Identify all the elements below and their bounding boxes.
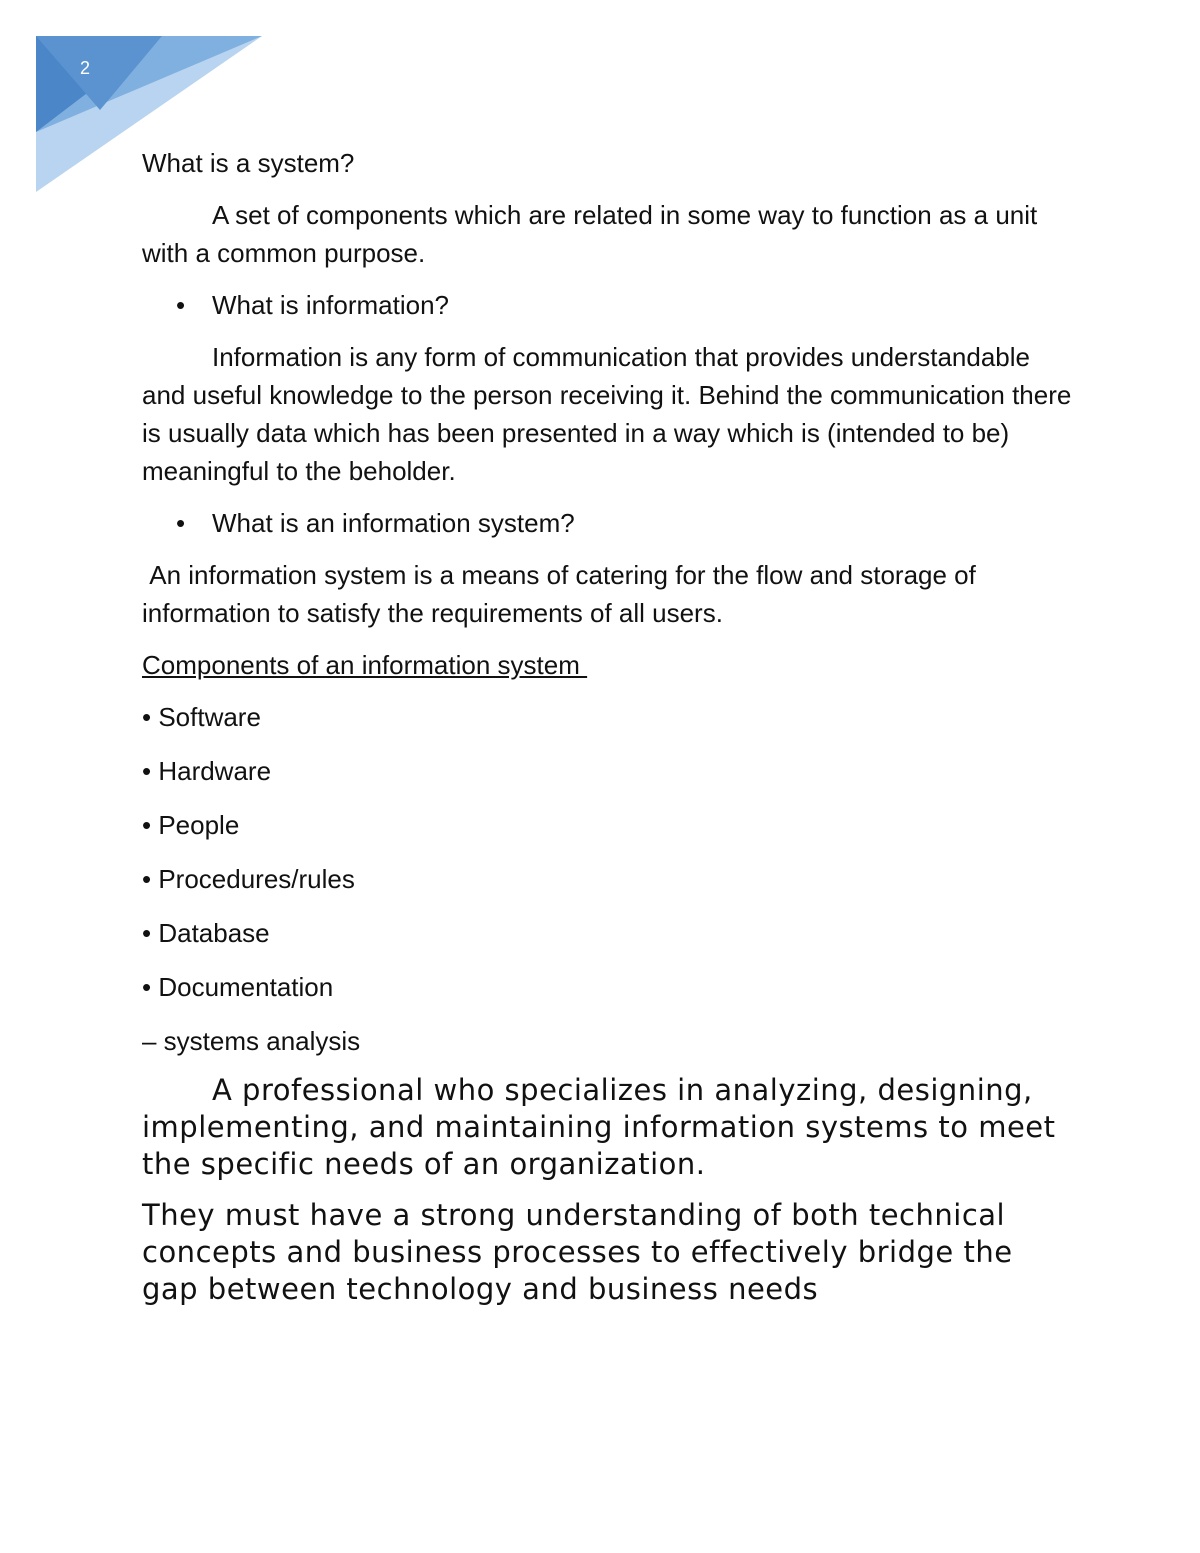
document-body [142,144,1072,1322]
bullet-question-information-system [142,504,1072,542]
component-item: • People [142,810,240,840]
systems-analysis-item: – systems analysis [142,1026,361,1056]
component-item: • Database [142,918,270,948]
analyst-description: A professional who specializes in analyzing, designing, implementing, and maintaining information systems to meet the specific needs of an organization. [142,1073,1056,1181]
bullet-text: What is information? [212,290,449,320]
answer-information: Information is any form of communication that provides understandable and useful knowledge to the person receiving it. Behind the communication there is usually data which has been presented in a way which is (intended to be) meaningful to the beholder. [142,342,1072,486]
bullet-question-information [142,286,1072,324]
question-system: What is a system? [142,148,355,178]
component-item: • Software [142,702,261,732]
answer-information-system: An information system is a means of catering for the flow and storage of information to satisfy the requirements of all users. [142,560,984,628]
component-item: • Hardware [142,756,272,786]
bullet-text: What is an information system? [212,508,575,538]
bullet-dot: • [176,508,186,538]
analyst-skills: They must have a strong understanding of both technical concepts and business processes to effectively bridge the gap between technology and business needs [142,1198,1013,1306]
bullet-dot: • [176,290,186,320]
components-heading: Components of an information system [142,650,588,680]
component-item: • Procedures/rules [142,864,355,894]
component-item: • Documentation [142,972,334,1002]
page-number: 2 [80,58,91,78]
answer-system: A set of components which are related in some way to function as a unit with a common purpose. [142,200,1038,268]
